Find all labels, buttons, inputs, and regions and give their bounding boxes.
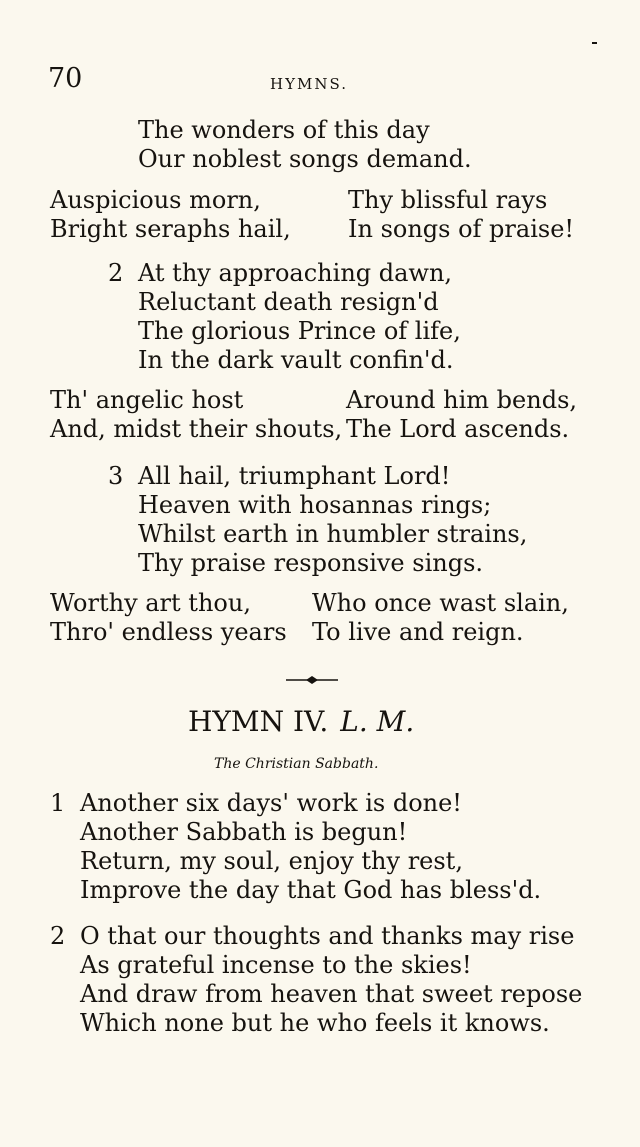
verse-line: Heaven with hosannas rings; <box>138 491 492 519</box>
chorus-right: To live and reign. <box>312 618 524 646</box>
chorus-left: Worthy art thou, <box>50 589 251 617</box>
hymn-title <box>188 704 414 740</box>
ornament-divider-icon <box>284 673 340 687</box>
page-number: 70 <box>48 63 83 94</box>
verse-line: Improve the day that God has bless'd. <box>80 876 542 904</box>
chorus-left: And, midst their shouts, <box>50 415 343 443</box>
chorus-left: Bright seraphs hail, <box>50 215 291 243</box>
chorus-right: The Lord ascends. <box>346 415 570 443</box>
verse-line: The glorious Prince of life, <box>138 317 461 345</box>
verse-line: Return, my soul, enjoy thy rest, <box>80 847 463 875</box>
hymn-title-text: HYMN IV. <box>188 705 329 738</box>
verse-line: Our noblest songs demand. <box>138 145 472 173</box>
stanza-number: 2 <box>50 922 66 950</box>
chorus-right: Who once wast slain, <box>312 589 569 617</box>
hymn-meter: L. M. <box>340 705 415 738</box>
chorus-right: In songs of praise! <box>348 215 575 243</box>
chorus-right: Thy blissful rays <box>348 186 548 214</box>
stanza-number: 3 <box>108 462 124 490</box>
verse-line: As grateful incense to the skies! <box>80 951 472 979</box>
verse-line: All hail, triumphant Lord! <box>138 462 451 490</box>
chorus-left: Th' angelic host <box>50 386 244 414</box>
verse-line: Whilst earth in humbler strains, <box>138 520 528 548</box>
verse-line: The wonders of this day <box>138 116 430 144</box>
stanza-number: 1 <box>50 789 66 817</box>
verse-line: Another six days' work is done! <box>80 789 462 817</box>
verse-line: Reluctant death resign'd <box>138 288 439 316</box>
chorus-left: Thro' endless years <box>50 618 287 646</box>
verse-line: And draw from heaven that sweet repose <box>80 980 583 1008</box>
chorus-right: Around him bends, <box>346 386 578 414</box>
verse-line: O that our thoughts and thanks may rise <box>80 922 575 950</box>
hymn-subtitle: The Christian Sabbath. <box>214 756 379 772</box>
verse-line: In the dark vault confin'd. <box>138 346 454 374</box>
running-head: HYMNS. <box>270 75 348 93</box>
chorus-left: Auspicious morn, <box>50 186 261 214</box>
verse-line: Which none but he who feels it knows. <box>80 1009 550 1037</box>
verse-line: Thy praise responsive sings. <box>138 549 484 577</box>
verse-line: Another Sabbath is begun! <box>80 818 408 846</box>
verse-line: At thy approaching dawn, <box>138 259 453 287</box>
page-mark <box>592 42 597 44</box>
stanza-number: 2 <box>108 259 124 287</box>
